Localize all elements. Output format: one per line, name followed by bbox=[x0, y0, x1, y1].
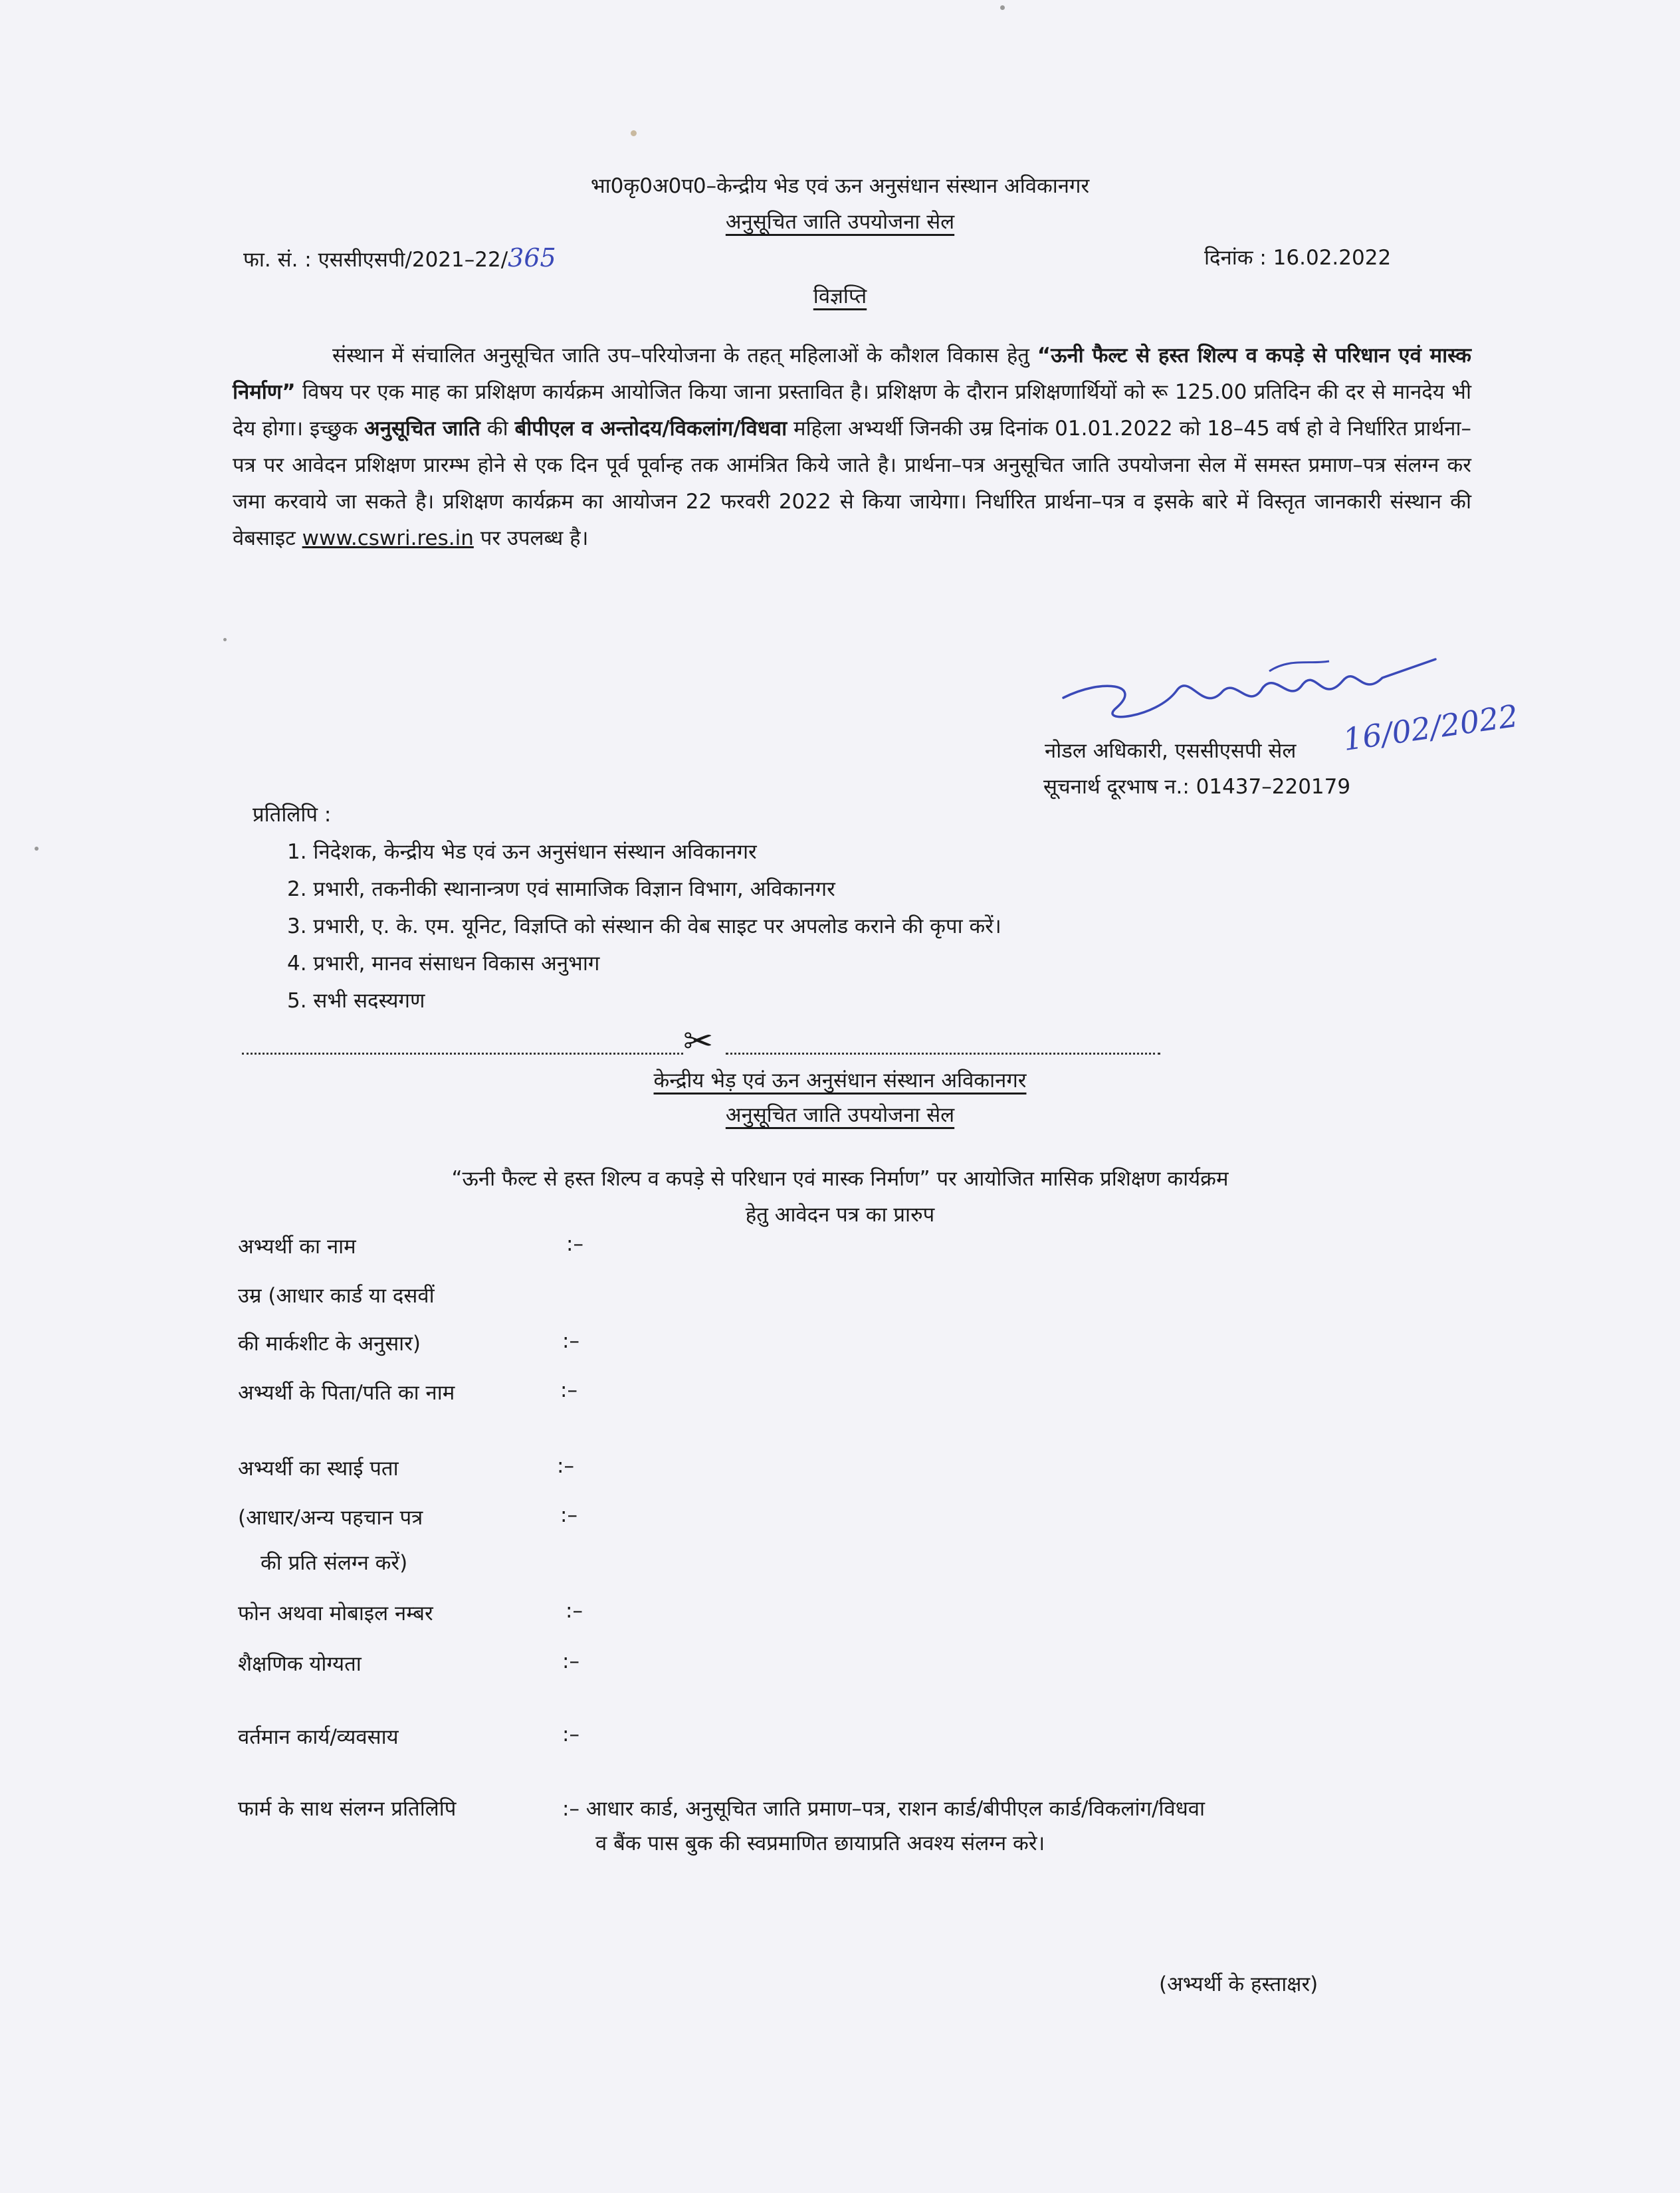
signature-date: 16/02/2022 bbox=[1340, 697, 1521, 758]
notice-date: दिनांक : 16.02.2022 bbox=[1204, 246, 1392, 270]
form-institute bbox=[0, 1066, 1680, 1094]
applicant-signature: (अभ्यर्थी के हस्ताक्षर) bbox=[1159, 1972, 1318, 1996]
field-colon: :– bbox=[560, 1378, 578, 1402]
copy-item: 4. प्रभारी, मानव संसाधन विकास अनुभाग bbox=[287, 952, 600, 976]
file-number-label: फा. सं. : एससीएसपी/2021–22/ bbox=[243, 248, 508, 272]
form-subtitle: हेतु आवेदन पत्र का प्रारुप bbox=[745, 1203, 935, 1227]
file-number-handwritten: 365 bbox=[508, 243, 556, 272]
field-label-id-2: की प्रति संलग्न करें) bbox=[261, 1551, 408, 1575]
field-label-age-2: की मार्कशीट के अनुसार) bbox=[238, 1332, 421, 1356]
body-text: महिला अभ्यर्थी जिनकी उम्र दिनांक 01.01.2022 को 18–45 वर्ष हो वे निर्धारित प्रार्थना–पत्र पर आवेदन प्रशिक्षण प्रारम्भ होने से एक दिन पूर्व पूर्वान्ह तक आमंत्रित किये जाते है। प्रार्थना–पत्र अनुसूचित जाति उपयोजना सेल में समस्त प्रमाण–पत्र संलग्न कर जमा करवाये जा सकते है। प्रशिक्षण कार्यक्रम का आयोजन 22 फरवरी 2022 से किया जायेगा। निर्धारित प्रार्थना–पत्र व इसके बारे में विस्तृत जानकारी संस्थान की वेबसाइट bbox=[233, 417, 1471, 550]
cut-line-left bbox=[242, 1053, 683, 1055]
field-label-name: अभ्यर्थी का नाम bbox=[238, 1235, 356, 1259]
field-colon: :– bbox=[560, 1503, 578, 1527]
body-text: विषय पर एक माह का प्रशिक्षण कार्यक्रम आयोजित किया जाना प्रस्तावित है। प्रशिक्षण के दौरान प्रशिक्षणार्थियों को रू 125.00 प्रतिदिन की दर से मानदेय भी देय होगा। इच्छुक bbox=[233, 380, 1471, 441]
scissors-icon: ✂ bbox=[683, 1020, 714, 1062]
scan-speck bbox=[35, 847, 39, 851]
copy-item: 3. प्रभारी, ए. के. एम. यूनिट, विज्ञप्ति को संस्थान की वेब साइट पर अपलोड कराने की कृपा करें। bbox=[287, 914, 1001, 938]
field-label-id: (आधार/अन्य पहचान पत्र bbox=[238, 1506, 423, 1530]
body-text: संस्थान में संचालित अनुसूचित जाति उप–परियोजना के तहत् महिलाओं के कौशल विकास हेतु bbox=[332, 344, 1037, 367]
notice-title bbox=[0, 282, 1680, 310]
field-label-address: अभ्यर्थी का स्थाई पता bbox=[238, 1457, 399, 1481]
form-cell bbox=[0, 1100, 1680, 1128]
file-number bbox=[243, 243, 556, 273]
body-category-bold: बीपीएल व अन्तोदय/विकलांग/विधवा bbox=[514, 417, 788, 441]
cell-heading bbox=[0, 207, 1680, 235]
form-cell-text: अनुसूचित जाति उपयोजना सेल bbox=[725, 1103, 955, 1127]
body-sc-bold: अनुसूचित जाति bbox=[364, 417, 480, 441]
attachments-text: :– आधार कार्ड, अनुसूचित जाति प्रमाण–पत्र, राशन कार्ड/बीपीएल कार्ड/विकलांग/विधवा bbox=[562, 1797, 1206, 1821]
scan-speck bbox=[223, 638, 227, 641]
field-label-phone: फोन अथवा मोबाइल नम्बर bbox=[238, 1602, 433, 1625]
field-colon: :– bbox=[566, 1232, 583, 1256]
body-text: की bbox=[480, 417, 515, 441]
notice-title-text: विज्ञप्ति bbox=[813, 284, 867, 308]
field-colon: :– bbox=[557, 1454, 574, 1478]
body-training-title: “ऊनी फैल्ट से हस्त शिल्प व कपड़े से परिधान एवं मास्क निर्माण” bbox=[233, 344, 1471, 404]
copy-item: 5. सभी सदस्यगण bbox=[287, 989, 425, 1013]
field-label-occupation: वर्तमान कार्य/व्यवसाय bbox=[238, 1725, 399, 1749]
attachments-text-2: व बैंक पास बुक की स्वप्रमाणित छायाप्रति अवश्य संलग्न करे। bbox=[595, 1831, 1045, 1855]
body-text: पर उपलब्ध है। bbox=[473, 526, 589, 550]
field-colon: :– bbox=[566, 1599, 583, 1623]
nodal-officer: नोडल अधिकारी, एससीएसपी सेल bbox=[1045, 739, 1297, 763]
institute-heading: भा0कृ0अ0प0–केन्द्रीय भेड एवं ऊन अनुसंधान संस्थान अविकानगर bbox=[590, 174, 1090, 198]
field-colon: :– bbox=[562, 1723, 579, 1746]
field-label-education: शैक्षणिक योग्यता bbox=[238, 1652, 362, 1676]
field-label-attachments: फार्म के साथ संलग्न प्रतिलिपि bbox=[238, 1797, 457, 1821]
copy-label: प्रतिलिपि : bbox=[253, 803, 332, 827]
scan-speck bbox=[631, 130, 637, 136]
form-institute-text: केन्द्रीय भेड़ एवं ऊन अनुसंधान संस्थान अविकानगर bbox=[653, 1069, 1027, 1093]
contact-phone: सूचनार्थ दूरभाष न.: 01437–220179 bbox=[1043, 775, 1351, 799]
notice-body bbox=[233, 338, 1471, 557]
form-title: “ऊनी फैल्ट से हस्त शिल्प व कपड़े से परिधान एवं मास्क निर्माण” पर आयोजित मासिक प्रशिक्षण कार्यक्रम bbox=[451, 1167, 1229, 1191]
cut-line-right bbox=[726, 1053, 1160, 1055]
field-label-father: अभ्यर्थी के पिता/पति का नाम bbox=[238, 1381, 455, 1405]
website-link[interactable]: www.cswri.res.in bbox=[302, 526, 474, 550]
field-colon: :– bbox=[562, 1329, 579, 1353]
copy-item: 1. निदेशक, केन्द्रीय भेड एवं ऊन अनुसंधान संस्थान अविकानगर bbox=[287, 840, 757, 864]
copy-item: 2. प्रभारी, तकनीकी स्थानान्त्रण एवं सामाजिक विज्ञान विभाग, अविकानगर bbox=[287, 877, 835, 901]
field-label-age: उम्र (आधार कार्ड या दसवीं bbox=[238, 1284, 435, 1308]
field-colon: :– bbox=[562, 1649, 579, 1673]
scan-speck bbox=[1000, 5, 1005, 10]
cell-heading-text: अनुसूचित जाति उपयोजना सेल bbox=[725, 210, 955, 234]
